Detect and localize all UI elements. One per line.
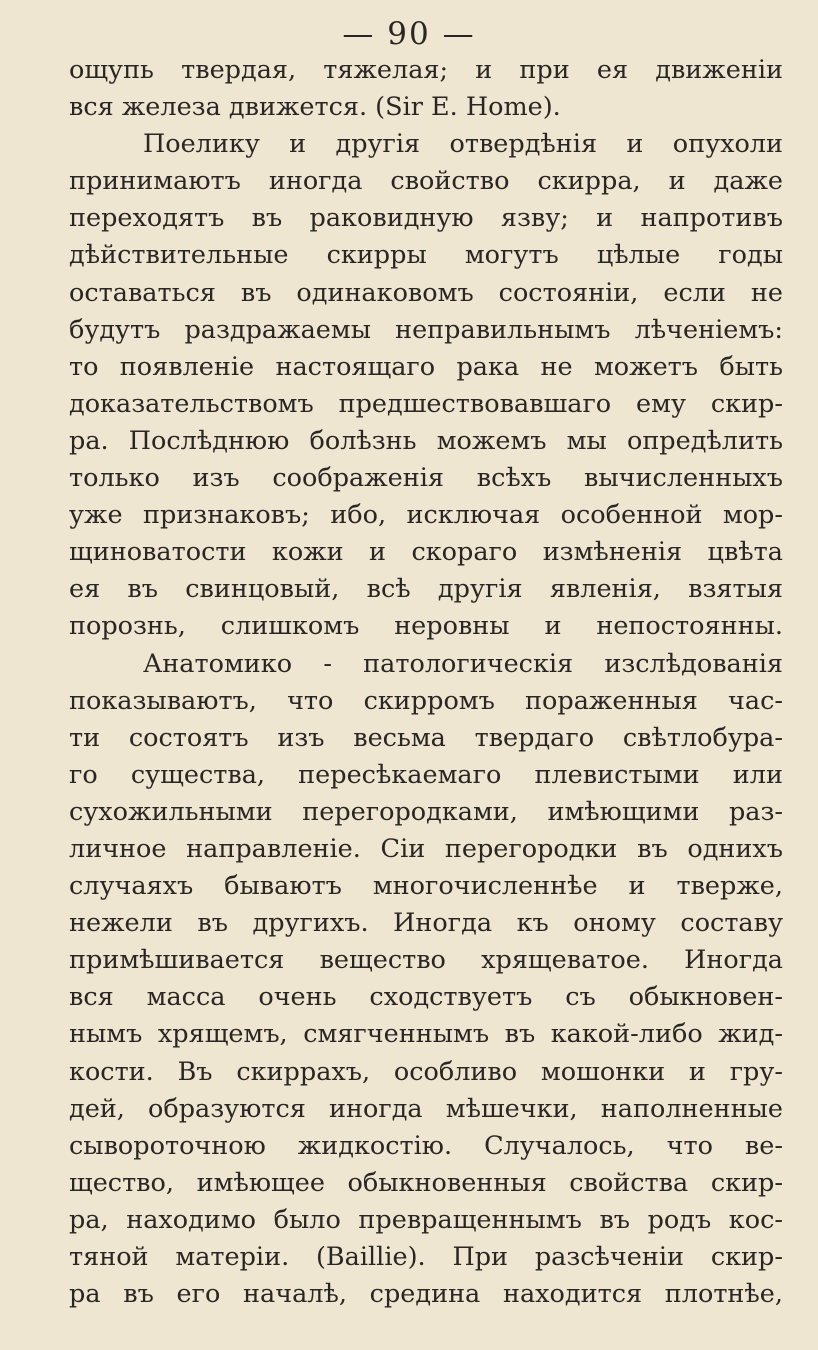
text-line: личное направленіе. Сіи перегородки въ однихъ (69, 833, 783, 864)
text-line: будутъ раздражаемы неправильнымъ лѣченіемъ: (69, 314, 783, 345)
text-line: уже признаковъ; ибо, исключая особенной мор- (69, 500, 783, 531)
text-line: дѣйствительные скирры могутъ цѣлые годы (69, 240, 783, 271)
text-line: то появленіе настоящаго рака не можетъ быть (69, 351, 783, 382)
text-line: оставаться въ одинаковомъ состояніи, если не (69, 277, 783, 308)
text-line: кости. Въ скиррахъ, особливо мошонки и гру- (69, 1056, 783, 1087)
text-line: вся масса очень сходствуетъ съ обыкновен- (69, 982, 783, 1013)
text-line: ра въ его началѣ, средина находится плотнѣе, (69, 1279, 783, 1310)
text-line: сухожильными перегородками, имѣющими раз- (69, 796, 783, 827)
text-line: нымъ хрящемъ, смягченнымъ въ какой-либо жид- (69, 1019, 783, 1050)
text-line: только изъ соображенія всѣхъ вычисленныхъ (69, 463, 783, 494)
text-line: Поелику и другія отвердѣнія и опухоли (143, 129, 783, 160)
text-line: ощупь твердая, тяжелая; и при ея движеніи (69, 55, 783, 85)
text-line: ра, находимо было превращеннымъ въ родъ кос- (69, 1204, 783, 1235)
text-line: случаяхъ бываютъ многочисленнѣе и тверже, (69, 871, 783, 902)
text-line: ра. Послѣднюю болѣзнь можемъ мы опредѣлить (69, 425, 783, 456)
page-number: — 90 — (342, 16, 476, 52)
text-line: сывороточною жидкостію. Случалось, что ве- (69, 1130, 783, 1161)
text-line: нежели въ другихъ. Иногда къ оному составу (69, 908, 783, 939)
text-line: показываютъ, что скирромъ пораженныя час- (69, 685, 783, 716)
text-line: го существа, пересѣкаемаго плевистыми или (69, 759, 783, 790)
text-line: тяной матеріи. (Baillie). При разсѣченіи скир- (69, 1242, 783, 1272)
text-line: примѣшивается вещество хрящеватое. Иногда (69, 945, 783, 976)
text-line: ея въ свинцовый, всѣ другія явленія, взятыя (69, 574, 783, 605)
text-line: ти состоятъ изъ весьма твердаго свѣтлобура- (69, 722, 783, 753)
text-line: переходятъ въ раковидную язву; и напротивъ (69, 203, 783, 234)
text-line: доказательствомъ предшествовавшаго ему скир- (69, 388, 783, 419)
body-text (69, 52, 783, 1313)
text-line: Анатомико - патологическія изслѣдованія (143, 648, 783, 679)
text-line: порознь, слишкомъ неровны и непостоянны. (69, 611, 783, 642)
text-line: принимаютъ иногда свойство скирра, и даже (69, 166, 783, 197)
text-line: дей, образуются иногда мѣшечки, наполненные (69, 1093, 783, 1124)
text-line: вся железа движется. (Sir E. Home). (69, 92, 561, 123)
text-line: щество, имѣющее обыкновенныя свойства скир- (69, 1167, 783, 1198)
text-line: щиноватости кожи и скораго измѣненія цвѣта (69, 537, 783, 568)
